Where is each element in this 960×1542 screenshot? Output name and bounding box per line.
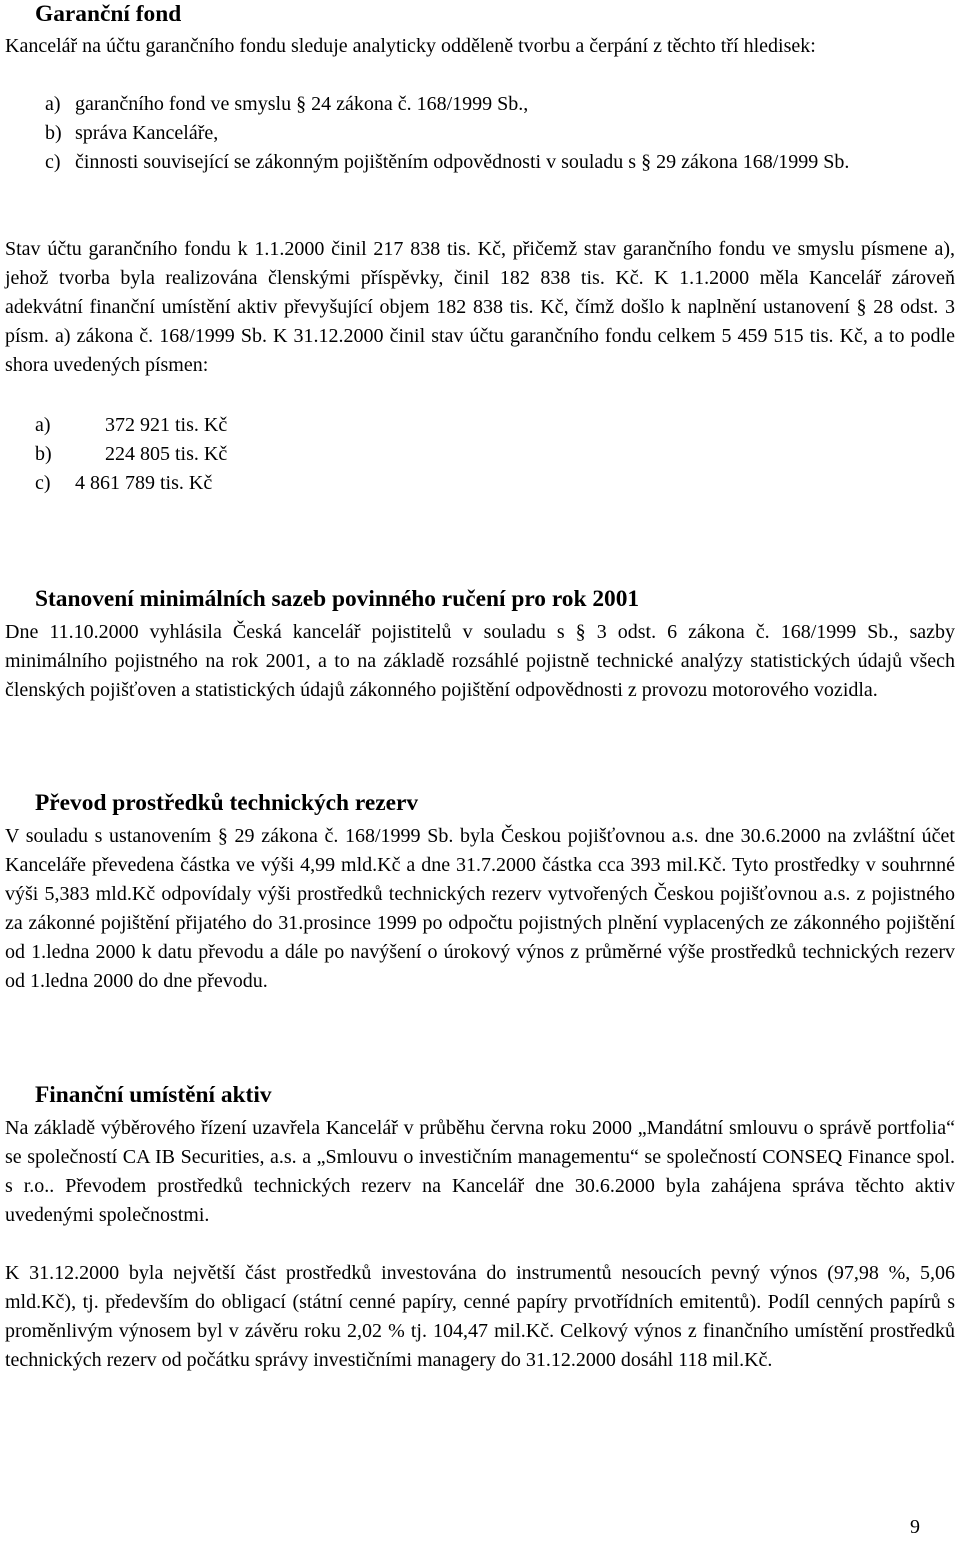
list-item-label: b) [45, 122, 62, 144]
amount-label: c) [35, 472, 51, 494]
list-item-label: a) [45, 93, 61, 115]
garancni-fond-stav: Stav účtu garančního fondu k 1.1.2000 činil 217 838 tis. Kč, přičemž stav garančního fondu ve smyslu písmene a), jehož tvorba byla realizována členskými příspěvky, činil 182 838 tis. Kč. K 1.1.2000 měla Kancelář zároveň adekvátní finanční umístění aktiv převyšující objem 182 838 tis. Kč, čímž došlo k naplnění ustanovení § 28 odst. 3 písm. a) zákona č. 168/1999 Sb. K 31.12.2000 činil stav účtu garančního fondu celkem 5 459 515 tis. Kč, a to podle shora uvedených písmen: [5, 238, 955, 376]
heading-garancni-fond: Garanční fond [35, 1, 182, 27]
heading-prevod: Převod prostředků technických rezerv [35, 790, 419, 816]
list-item-text: správa Kanceláře, [75, 122, 219, 144]
list-item-text: garančního fond ve smyslu § 24 zákona č. 168/1999 Sb., [75, 93, 529, 115]
amount-row [5, 469, 955, 498]
page-number: 9 [910, 1516, 920, 1538]
prevod-body: V souladu s ustanovením § 29 zákona č. 168/1999 Sb. byla Českou pojišťovnou a.s. dne 30.6.2000 na zvláštní účet Kanceláře převedena částka ve výši 4,99 mld.Kč a dne 31.7.2000 částka cca 393 mil.Kč. Tyto prostředky v souhrnné výši 5,383 mld.Kč odpovídaly výši prostředků technických rezerv vytvořených Českou pojišťovnou a.s. z pojistného za zákonné pojištění přijatého do 31.prosince 1999 po odpočtu pojistných plnění vyplacených ze zákonného pojištění od 1.ledna 2000 k datu převodu a dále po navýšení o úrokový výnos z průměrné výše prostředků technických rezerv od 1.ledna 2000 do dne převodu. [5, 825, 955, 992]
amount-value: 372 921 tis. Kč [105, 414, 228, 436]
heading-financni: Finanční umístění aktiv [35, 1082, 272, 1108]
amount-value: 4 861 789 tis. Kč [75, 472, 213, 494]
stanoveni-body: Dne 11.10.2000 vyhlásila Česká kancelář pojistitelů v souladu s § 3 odst. 6 zákona č. 168/1999 Sb., sazby minimálního pojistného na rok 2001, a to na základě rozsáhlé pojistně technické analýzy statistických údajů všech členských pojišťoven a statistických údajů zákonného pojištění odpovědnosti z provozu motorového vozidla. [5, 621, 955, 701]
list-item [5, 90, 955, 119]
amount-row [5, 440, 955, 469]
financni-body-1: Na základě výběrového řízení uzavřela Kancelář v průběhu června roku 2000 „Mandátní smlouvu o správě portfolia“ se společností CA IB Securities, a.s. a „Smlouvu o investičním managementu“ se společností CONSEQ Finance spol. s r.o.. Převodem prostředků technických rezerv na Kancelář dne 30.6.2000 byla zahájena správa těchto aktiv uvedenými společnostmi. [5, 1117, 955, 1226]
amount-value: 224 805 tis. Kč [105, 443, 228, 465]
heading-stanoveni: Stanovení minimálních sazeb povinného ručení pro rok 2001 [35, 586, 640, 612]
amount-label: b) [35, 443, 52, 465]
amount-label: a) [35, 414, 51, 436]
garancni-fond-amounts [5, 411, 955, 498]
financni-body-2: K 31.12.2000 byla největší část prostředků investována do instrumentů nesoucích pevný výnos (97,98 %, 5,06 mld.Kč), tj. především do obligací (státní cenné papíry, cenné papíry prvotřídních emitentů). Podíl cenných papírů s proměnlivým výnosem byl v závěru roku 2,02 % tj. 104,47 mil.Kč. Celkový výnos z finančního umístění prostředků technických rezerv od počátku správy investičními managery do 31.12.2000 dosáhl 118 mil.Kč. [5, 1262, 955, 1371]
garancni-fond-intro: Kancelář na účtu garančního fondu sleduje analyticky odděleně tvorbu a čerpání z těchto tří hledisek: [5, 35, 816, 57]
garancni-fond-list [5, 90, 955, 177]
list-item [5, 148, 955, 177]
list-item-label: c) [45, 151, 61, 173]
list-item-text: činnosti související se zákonným pojištěním odpovědnosti v souladu s § 29 zákona 168/1999 Sb. [75, 151, 850, 173]
amount-row [5, 411, 955, 440]
list-item [5, 119, 955, 148]
